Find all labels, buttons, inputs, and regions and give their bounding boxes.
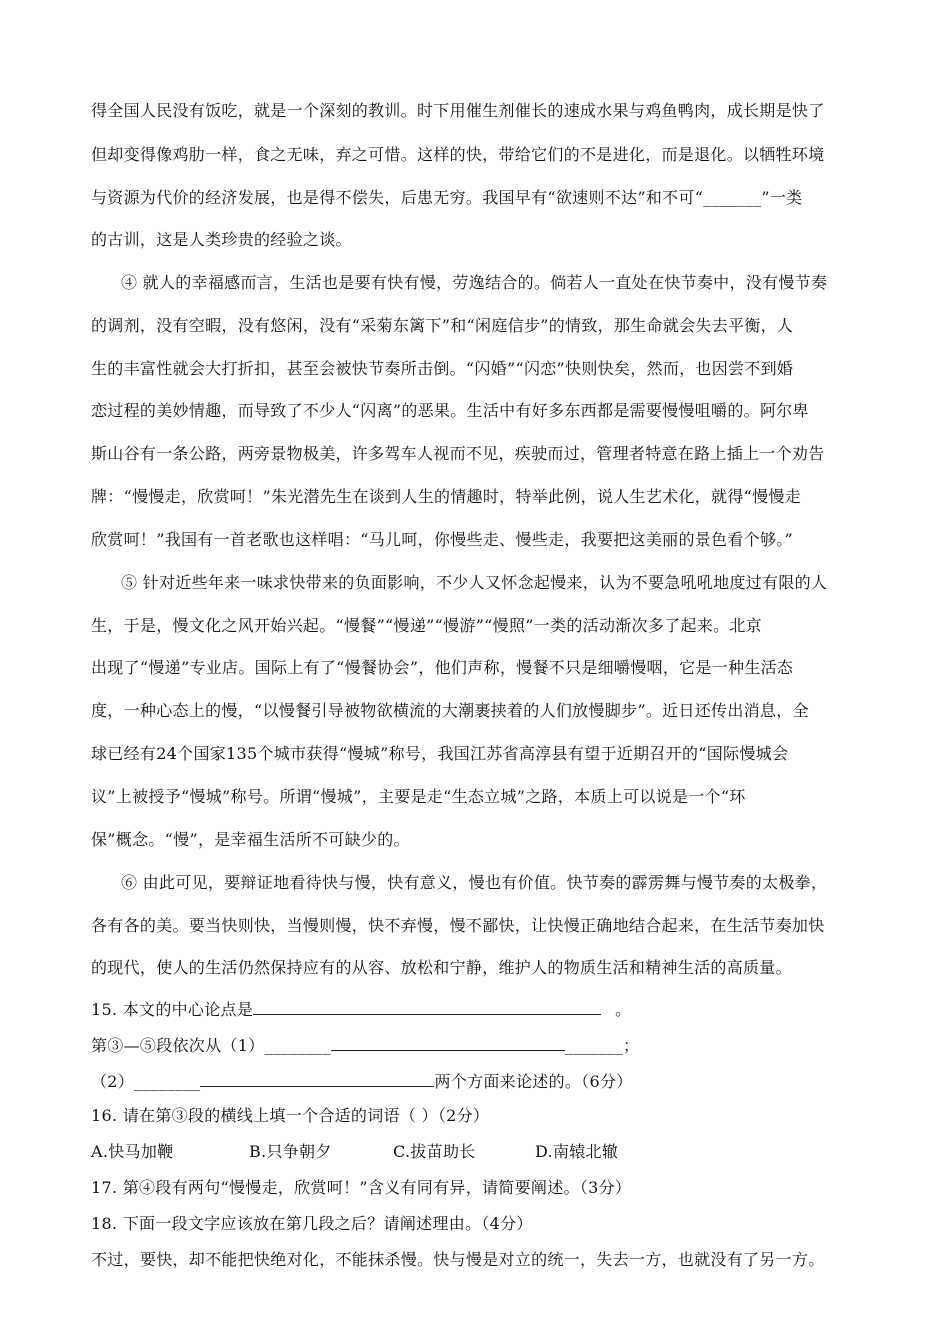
question-15-part-2-label: （2）________ — [91, 1072, 201, 1091]
question-17-prompt: 17. 第④段有两句“慢慢走，欣赏呵！”含义有同有异，请简要阐述。（3分） — [91, 1178, 632, 1197]
paragraph-5-line-2: 生，于是，慢文化之风开始兴起。“慢餐”“慢递”“慢游”“慢照”一类的活动渐次多了起来。北京 — [91, 616, 762, 635]
paragraph-3-line-2: 但却变得像鸡肋一样，食之无味，弃之可惜。这样的快，带给它们的不是进化，而是退化。以牺牲环境 — [91, 145, 825, 164]
central-thesis-answer-blank[interactable] — [253, 998, 601, 1015]
question-15-period: 。 — [615, 1000, 632, 1019]
paragraph-3-line-4: 的古训，这是人类珍贵的经验之谈。 — [91, 230, 352, 249]
question-16-options — [91, 1142, 861, 1162]
question-15-prompt: 15. 本文的中心论点是 — [91, 1000, 254, 1019]
question-16-prompt: 16. 请在第③段的横线上填一个合适的词语（ ）（2分） — [91, 1106, 490, 1125]
paragraph-5-line-3: 出现了“慢递”专业店。国际上有了“慢餐协会”，他们声称，慢餐不只是细嚼慢咽，它是一种生活态 — [91, 658, 794, 677]
paragraph-5-line-5: 球已经有24个国家135个城市获得“慢城”称号，我国江苏省高淳县有望于近期召开的“国际慢城会 — [91, 744, 789, 763]
option-c[interactable]: C.拔苗助长 — [393, 1142, 476, 1161]
paragraph-3-line-1: 得全国人民没有饭吃，就是一个深刻的教训。时下用催生剂催长的速成水果与鸡鱼鸭肉，成长期是快了 — [91, 101, 825, 120]
paragraph-3-line-3: 与资源为代价的经济发展，也是得不偿失，后患无穷。我国早有“欲速则不达”和不可“_______”一类 — [91, 188, 803, 207]
paragraph-4-line-4: 恋过程的美妙情趣，而导致了不少人“闪离”的恶果。生活中有好多东西都是需要慢慢咀嚼的。阿尔卑 — [91, 401, 809, 420]
paragraph-6-line-1: ⑥ 由此可见，要辩证地看待快与慢，快有意义，慢也有价值。快节奏的霹雳舞与慢节奏的太极拳， — [121, 873, 828, 892]
paragraph-4-line-5: 斯山谷有一条公路，两旁景物极美，许多驾车人视而不见，疾驶而过，管理者特意在路上插上一个劝告 — [91, 444, 825, 463]
paragraph-5-line-4: 度，一种心态上的慢，“以慢餐引导被物欲横流的大潮裹挟着的人们放慢脚步”。近日还传出消息，全 — [91, 701, 809, 720]
question-18-prompt: 18. 下面一段文字应该放在第几段之后？请阐述理由。（4分） — [91, 1214, 533, 1233]
aspect-2-answer-blank[interactable] — [200, 1070, 434, 1087]
paragraph-4-line-3: 生的丰富性就会大打折扣，甚至会被快节奏所击倒。“闪婚”“闪恋”快则快矣，然而，也因尝不到婚 — [91, 359, 794, 378]
question-15-part-2-end: 两个方面来论述的。（6分） — [434, 1072, 633, 1091]
paragraph-4-line-7: 欣赏呵！”我国有一首老歌也这样唱：“马儿呵，你慢些走、慢些走，我要把这美丽的景色看个够。” — [91, 530, 794, 549]
paragraph-6-line-3: 的现代，使人的生活仍然保持应有的从容、放松和宁静，维护人的物质生活和精神生活的高质量。 — [91, 958, 792, 977]
paragraph-4-line-6: 牌：“慢慢走，欣赏呵！”朱光潜先生在谈到人生的情趣时，特举此例，说人生艺术化，就得“慢慢走 — [91, 487, 802, 506]
question-15-line-2 — [91, 1034, 861, 1056]
option-a[interactable]: A.快马加鞭 — [91, 1142, 174, 1161]
paragraph-4-line-1: ④ 就人的幸福感而言，生活也是要有快有慢，劳逸结合的。倘若人一直处在快节奏中，没有慢节奏 — [121, 273, 828, 292]
question-15-part-1-end: _______； — [564, 1036, 640, 1055]
question-15-line-3 — [91, 1070, 861, 1092]
paragraph-5-line-7: 保”概念。“慢”，是幸福生活所不可缺少的。 — [91, 830, 410, 849]
paragraph-6-line-2: 各有各的美。要当快则快，当慢则慢，快不弃慢，慢不鄙快，让快慢正确地结合起来，在生活节奏加快 — [91, 916, 825, 935]
question-15-line-1 — [91, 998, 861, 1020]
option-b[interactable]: B.只争朝夕 — [249, 1142, 332, 1161]
paragraph-4-line-2: 的调剂，没有空暇，没有悠闲，没有“采菊东篱下”和“闲庭信步”的情致，那生命就会失去平衡，人 — [91, 316, 794, 335]
aspect-1-answer-blank[interactable] — [331, 1034, 565, 1051]
question-18-quoted-passage: 不过，要快，却不能把快绝对化，不能抹杀慢。快与慢是对立的统一，失去一方，也就没有了另一方。 — [91, 1250, 825, 1269]
option-d[interactable]: D.南辕北辙 — [535, 1142, 619, 1161]
paragraph-5-line-6: 议”上被授予“慢城”称号。所谓“慢城”，主要是走“生态立城”之路，本质上可以说是一个“环 — [91, 787, 746, 806]
paragraph-5-line-1: ⑤ 针对近些年来一味求快带来的负面影响，不少人又怀念起慢来，认为不要急吼吼地度过有限的人 — [121, 573, 828, 592]
question-15-part-1-label: 第③—⑤段依次从（1）________ — [91, 1036, 331, 1055]
